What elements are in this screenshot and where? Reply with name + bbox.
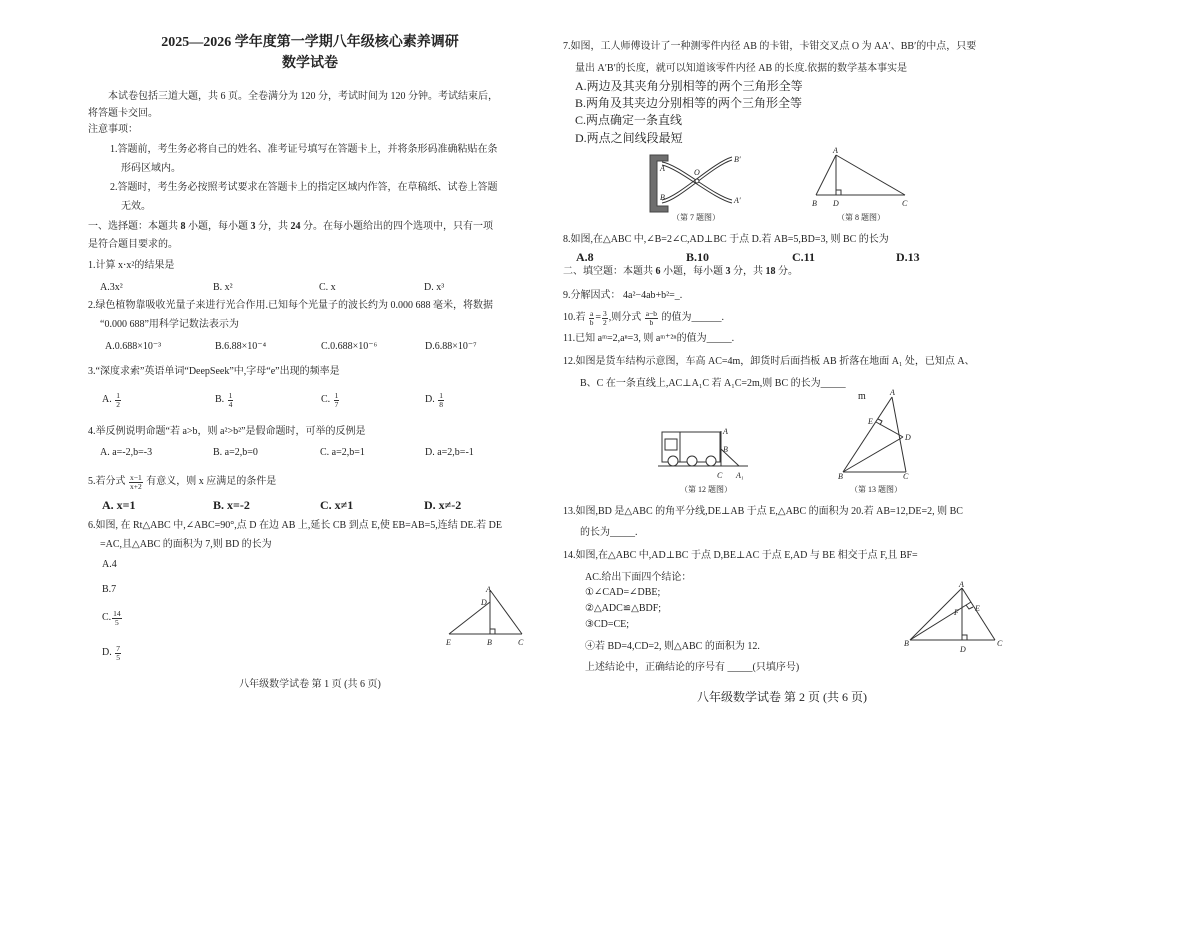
point-label-a1: A₁	[736, 471, 744, 480]
point-label-a: A	[723, 427, 728, 436]
intro-line: 将答题卡交回。	[88, 108, 158, 119]
denominator: 5	[116, 653, 120, 662]
right-angle-mark	[962, 635, 967, 640]
question-6-stem-cont: =AC,且△ABC 的面积为 7,则 BD 的长为	[100, 539, 272, 550]
question-8-option-c: C.11	[792, 250, 816, 264]
question-4-option-a: A. a=-2,b=-3	[100, 447, 153, 458]
point-label-c: C	[717, 471, 723, 480]
stem-text: 的值为______.	[659, 312, 725, 323]
question-5-option-a: A. x=1	[102, 498, 136, 512]
question-3-option-c	[321, 392, 340, 409]
question-6-option-d	[102, 645, 122, 662]
denominator: 4	[228, 400, 233, 409]
segment-ac	[962, 588, 995, 640]
point-label-a: A	[959, 580, 964, 589]
wheel	[706, 456, 716, 466]
stem-text: 5.若分式	[88, 476, 128, 487]
heading-text: 小题，每小题	[185, 221, 251, 232]
question-6-option-c	[102, 610, 123, 627]
point-label-d: D	[833, 199, 839, 208]
figure-q12-truck	[658, 427, 748, 480]
numerator: 1	[116, 391, 120, 400]
question-2-option-a: A.0.688×10⁻³	[105, 341, 162, 352]
point-label-o: O	[694, 168, 700, 177]
denominator: b	[649, 318, 654, 327]
numerator: a−b	[645, 309, 658, 318]
option-label: C.	[102, 612, 112, 623]
question-14-stem-cont: AC.给出下面四个结论：	[585, 572, 692, 583]
segment-ab	[816, 155, 836, 195]
heading-number: 3	[725, 266, 731, 277]
fraction	[602, 310, 608, 327]
point-label-c: C	[902, 199, 908, 208]
question-14-conclusion: ③CD=CE;	[585, 619, 630, 630]
question-14-conclusion: ④若 BD=4,CD=2, 则△ABC 的面积为 12.	[585, 641, 760, 652]
fraction	[228, 392, 234, 409]
question-11-stem: 11.已知 aᵐ=2,aⁿ=3, 则 aᵐ⁺²ⁿ的值为_____.	[563, 333, 735, 344]
point-label-b: B	[487, 638, 492, 647]
stem-text: 有意义，则 x 应满足的条件是	[143, 476, 277, 487]
denominator: b	[589, 318, 594, 327]
fraction	[589, 310, 594, 327]
fraction	[112, 610, 122, 627]
question-7-option-c: C.两点确定一条直线	[575, 113, 683, 127]
point-label-b: B	[723, 445, 728, 454]
notice-line: 2.答题时，考生务必按照考试要求在答题卡上的指定区域内作答，在草稿纸、试卷上答题	[110, 182, 498, 193]
notice-line: 形码区域内。	[121, 163, 181, 174]
fraction	[115, 645, 121, 662]
point-label-d: D	[905, 433, 911, 442]
question-8-stem: 8.如图,在△ABC 中,∠B=2∠C,AD⊥BC 于点 D.若 AB=5,BD=3, 则 BC 的长为	[563, 234, 889, 245]
option-label: B.	[215, 394, 225, 405]
question-6-option-b: B.7	[102, 584, 117, 595]
heading-text: 小题，每小题	[660, 266, 726, 277]
point-label-b-prime: B′	[734, 155, 741, 164]
point-label-e: E	[975, 604, 980, 613]
question-12-stem-cont: B、C 在一条直线上,AC⊥A₁C 若 A₁C=2m,则 BC 的长为_____	[580, 378, 846, 389]
numerator: 1	[334, 391, 339, 400]
heading-text: 分，共	[730, 266, 766, 277]
point-label-e: E	[868, 417, 873, 426]
right-angle-mark	[966, 605, 973, 609]
question-4-option-d: D. a=2,b=-1	[425, 447, 474, 458]
numerator: 14	[113, 609, 121, 618]
figure-q7-caliper	[650, 155, 741, 212]
question-7-option-d: D.两点之间线段最短	[575, 131, 683, 145]
denominator: 7	[334, 400, 339, 409]
section-2-heading	[563, 266, 798, 278]
question-7-option-b: B.两角及其夹边分别相等的两个三角形全等	[575, 96, 803, 110]
page-footer: 八年级数学试卷 第 1 页 (共 6 页)	[239, 679, 381, 690]
question-8-option-a: A.8	[576, 250, 594, 264]
workpiece	[650, 155, 668, 212]
question-12-stem: 12.如图是货车结构示意图，车高 AC=4m，卸货时后面挡板 AB 折落在地面 A₁ 处，已知点 A、	[563, 356, 975, 367]
question-13-stem-cont: 的长为_____.	[580, 527, 638, 538]
denominator: 2	[602, 318, 607, 327]
right-angle-mark	[836, 190, 841, 195]
question-4-stem: 4.举反例说明命题“若 a>b，则 a²>b²”是假命题时，可举的反例是	[88, 426, 366, 437]
right-angle-mark	[490, 629, 495, 634]
question-2-option-c: C.0.688×10⁻⁶	[321, 341, 378, 352]
stem-text: 10.若	[563, 312, 588, 323]
wheel	[668, 456, 678, 466]
fraction	[438, 392, 444, 409]
question-9-stem: 9.分解因式： 4a²−4ab+b²=_.	[563, 290, 683, 301]
question-12-unit: m	[858, 391, 866, 402]
numerator: a	[590, 309, 594, 318]
numerator: 1	[439, 391, 443, 400]
figure-q14	[904, 580, 1003, 654]
figure-7-caption: （第 7 题图）	[672, 213, 720, 222]
notice-heading: 注意事项：	[88, 124, 138, 135]
stem-text: ,则分式	[608, 312, 644, 323]
point-label-b: B	[812, 199, 817, 208]
wheel	[687, 456, 697, 466]
segment-ab	[843, 397, 892, 472]
point-label-c: C	[903, 472, 909, 481]
point-label-a-prime: A′	[734, 196, 741, 205]
heading-text: 分，共	[255, 221, 291, 232]
notice-line: 无效。	[121, 201, 151, 212]
numerator: 1	[228, 391, 233, 400]
figure-13-caption: （第 13 题图）	[850, 485, 902, 494]
segment-ac	[490, 590, 522, 634]
segment-bd	[843, 437, 903, 472]
heading-text: 一、选择题：本题共	[88, 221, 181, 232]
notice-line: 1.答题前，考生务必将自己的姓名、准考证号填写在答题卡上，并将条形码准确粘贴在条	[110, 144, 498, 155]
point-label-b: B	[904, 639, 909, 648]
question-3-option-a	[102, 392, 122, 409]
question-3-option-b	[215, 392, 234, 409]
denominator: 8	[439, 400, 443, 409]
question-4-option-c: C. a=2,b=1	[320, 447, 365, 458]
question-2-stem-cont: “0.000 688”用科学记数法表示为	[100, 319, 239, 330]
question-13-stem: 13.如图,BD 是△ABC 的角平分线,DE⊥AB 于点 E,△ABC 的面积为 20.若 AB=12,DE=2, 则 BC	[563, 506, 963, 517]
question-7-stem: 7.如图，工人师傅设计了一种测零件内径 AB 的卡钳，卡钳交叉点 O 为 AA′、BB′的中点，只要	[563, 41, 977, 52]
fraction	[129, 474, 143, 491]
point-label-f: F	[954, 608, 959, 617]
exam-title: 2025—2026 学年度第一学期八年级核心素养调研	[161, 35, 459, 50]
question-7-option-a: A.两边及其夹角分别相等的两个三角形全等	[575, 79, 803, 93]
heading-number: 6	[655, 266, 661, 277]
figure-q8	[812, 146, 908, 208]
point-label-a: A	[890, 388, 895, 397]
point-label-a: A	[833, 146, 838, 155]
section-1-heading	[88, 221, 493, 233]
right-angle-mark	[878, 419, 882, 425]
option-label: D.	[102, 647, 112, 658]
fraction	[645, 310, 658, 327]
fraction	[334, 392, 340, 409]
question-1-stem: 1.计算 x·x²的结果是	[88, 260, 175, 271]
denominator: 5	[115, 618, 119, 627]
question-1-option-b: B. x²	[213, 282, 233, 293]
point-label-b: B	[660, 193, 665, 202]
question-5-stem	[88, 474, 276, 491]
section-1-heading-cont: 是符合题目要求的。	[88, 239, 178, 250]
numerator: 7	[116, 644, 120, 653]
heading-text: 二、填空题：本题共	[563, 266, 656, 277]
question-14-conclusion: ②△ADC≌△BDF;	[585, 603, 662, 614]
point-label-d: D	[481, 598, 487, 607]
question-2-option-d: D.6.88×10⁻⁷	[425, 341, 477, 352]
option-label: D.	[425, 394, 435, 405]
point-label-d: D	[960, 645, 966, 654]
question-5-option-d: D. x≠-2	[424, 498, 462, 512]
question-6-stem: 6.如图, 在 Rt△ABC 中,∠ABC=90°,点 D 在边 AB 上,延长 CB 到点 E,使 EB=AB=5,连结 DE.若 DE	[88, 520, 502, 531]
point-label-e: E	[446, 638, 451, 647]
heading-number: 18	[765, 266, 776, 277]
page-footer: 八年级数学试卷 第 2 页 (共 6 页)	[697, 690, 867, 704]
option-label: C.	[321, 394, 331, 405]
question-1-option-c: C. x	[319, 282, 336, 293]
question-5-option-b: B. x=-2	[213, 498, 250, 512]
denominator: x+2	[130, 482, 142, 491]
figure-q13	[838, 388, 911, 481]
heading-number: 24	[290, 221, 301, 232]
question-10-stem	[563, 310, 724, 327]
question-14-closing: 上述结论中，正确结论的序号有 _____(只填序号)	[585, 662, 800, 673]
figure-8-caption: （第 8 题图）	[837, 213, 885, 222]
truck-window	[665, 439, 677, 450]
heading-text: 分。在每小题给出的四个选项中，只有一项	[300, 221, 493, 232]
numerator: 3	[602, 309, 607, 318]
question-2-option-b: B.6.88×10⁻⁴	[215, 341, 267, 352]
question-14-stem: 14.如图,在△ABC 中,AD⊥BC 于点 D,BE⊥AC 于点 E,AD 与 BE 相交于点 F,且 BF=	[563, 550, 918, 561]
point-label-c: C	[518, 638, 524, 647]
question-1-option-d: D. x³	[424, 282, 445, 293]
question-2-stem: 2.绿色植物靠吸收光量子来进行光合作用.已知每个光量子的波长约为 0.000 688 毫米，将数据	[88, 300, 493, 311]
question-8-option-d: D.13	[896, 250, 920, 264]
question-6-option-a: A.4	[102, 559, 117, 570]
heading-text: 分。	[775, 266, 798, 277]
fraction	[115, 392, 121, 409]
question-14-conclusion: ①∠CAD=∠DBE;	[585, 587, 661, 598]
question-5-option-c: C. x≠1	[320, 498, 354, 512]
denominator: 2	[116, 400, 120, 409]
stem-text: =	[595, 312, 601, 323]
segment-ac	[836, 155, 905, 195]
point-label-c: C	[997, 639, 1003, 648]
pivot-o	[695, 179, 699, 183]
figure-q6	[445, 585, 524, 647]
question-4-option-b: B. a=2,b=0	[213, 447, 258, 458]
question-3-stem: 3.“深度求索”英语单词“DeepSeek”中,字母“e”出现的频率是	[88, 366, 340, 377]
question-8-option-b: B.10	[686, 250, 710, 264]
question-1-option-a: A.3x²	[100, 282, 123, 293]
question-3-option-d	[425, 392, 445, 409]
point-label-a: A	[660, 164, 665, 173]
exam-subtitle: 数学试卷	[282, 56, 338, 71]
numerator: x−1	[130, 473, 142, 482]
figure-12-caption: （第 12 题图）	[680, 485, 732, 494]
point-label-b: B	[838, 472, 843, 481]
question-7-stem-cont: 量出 A′B′的长度，就可以知道该零件内径 AB 的长度.依据的数学基本事实是	[575, 63, 908, 74]
heading-number: 3	[250, 221, 256, 232]
intro-line: 本试卷包括三道大题，共 6 页。全卷满分为 120 分，考试时间为 120 分钟。考试结束后，	[108, 91, 498, 102]
heading-number: 8	[180, 221, 186, 232]
option-label: A.	[102, 394, 112, 405]
point-label-a: A	[486, 585, 491, 594]
